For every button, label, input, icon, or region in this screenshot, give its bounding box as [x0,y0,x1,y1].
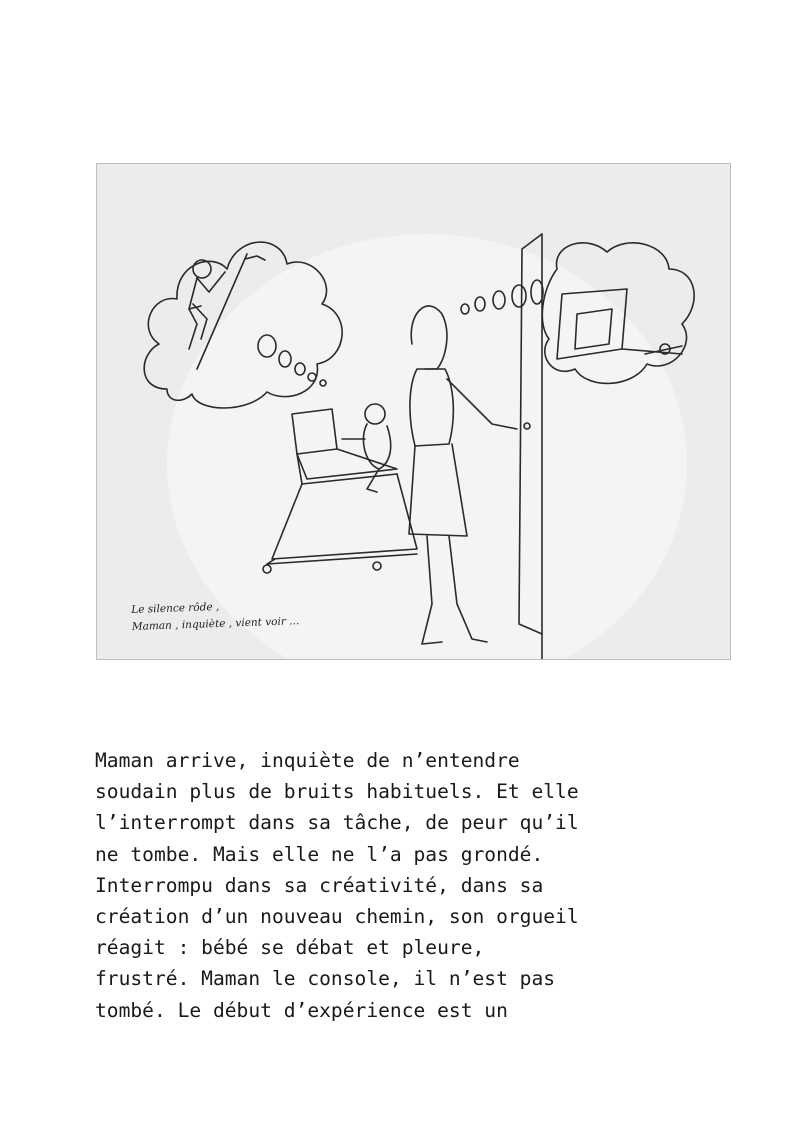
paragraph-line: réagit : bébé se débat et pleure, [95,936,485,960]
paragraph-line: frustré. Maman le console, il n’est pas [95,967,556,991]
body-paragraph [95,745,735,1026]
paragraph-line: Maman arrive, inquiète de n’entendre [95,749,520,772]
caption-line: Le silence rôde , [131,600,220,616]
paragraph-line: soudain plus de bruits habituels. Et elle [95,780,579,804]
paragraph-line: Interrompu dans sa créativité, dans sa [95,873,544,897]
sketch-illustration [96,163,731,660]
paragraph-line: tombé. Le début d’expérience est un [95,998,508,1022]
caption-line: Maman , inquiète , vient voir ... [131,615,300,633]
paragraph-line: l’interrompt dans sa tâche, de peur qu’il [95,811,579,835]
paragraph-line: ne tombe. Mais elle ne l’a pas grondé. [95,842,544,866]
paragraph-line: création d’un nouveau chemin, son orgueil [95,905,579,929]
sketch-drawing [97,164,731,660]
